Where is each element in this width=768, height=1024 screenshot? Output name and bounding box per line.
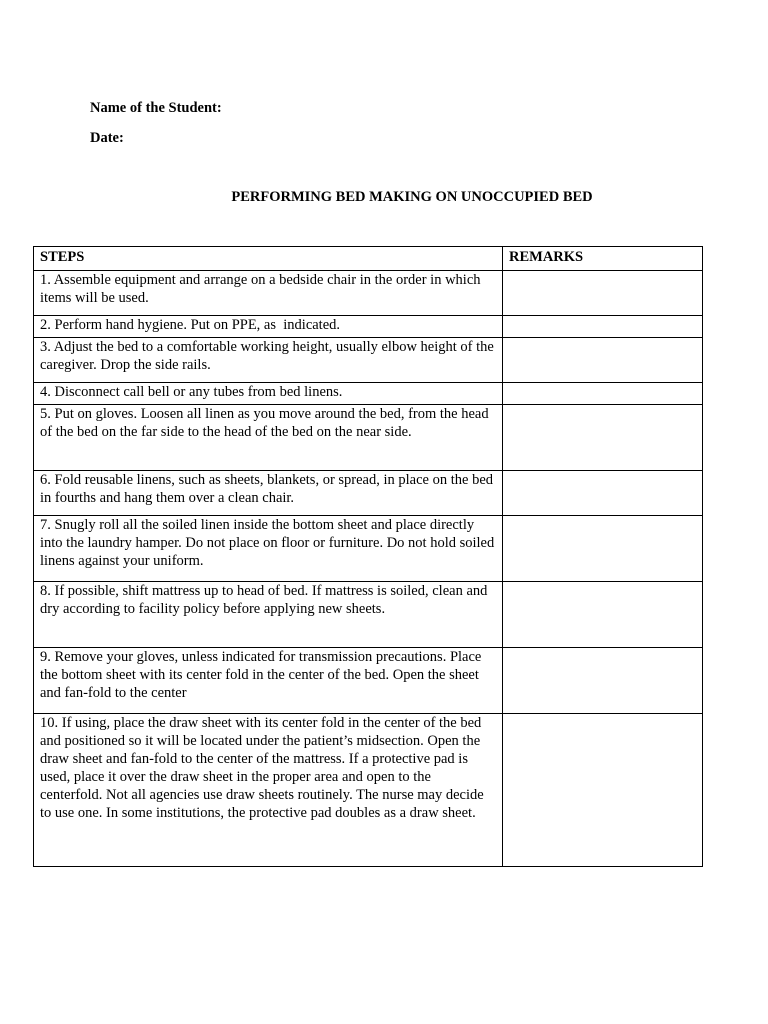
column-header-steps: STEPS <box>34 247 503 271</box>
step-cell: 10. If using, place the draw sheet with its center fold in the center of the bed and positioned so it will be located under the patient’s midsection. Open the draw sheet and fan-fold to the center of the mattress. If a protective pad is used, place it over the draw sheet in the proper area and open to the centerfold. Not all agencies use draw sheets routinely. The nurse may decide to use one. In some institutions, the protective pad doubles as a draw sheet. <box>34 714 503 867</box>
step-cell: 6. Fold reusable linens, such as sheets, blankets, or spread, in place on the bed in fourths and hang them over a clean chair. <box>34 471 503 516</box>
column-header-remarks: REMARKS <box>503 247 703 271</box>
table-row <box>34 338 703 383</box>
remarks-cell[interactable] <box>503 383 703 405</box>
remarks-cell[interactable] <box>503 471 703 516</box>
remarks-cell[interactable] <box>503 714 703 867</box>
table-row <box>34 648 703 714</box>
remarks-cell[interactable] <box>503 405 703 471</box>
table-row <box>34 582 703 648</box>
table-row <box>34 383 703 405</box>
steps-table <box>33 246 703 867</box>
table-row <box>34 516 703 582</box>
table-row <box>34 316 703 338</box>
step-cell: 7. Snugly roll all the soiled linen inside the bottom sheet and place directly into the laundry hamper. Do not place on floor or furniture. Do not hold soiled linens against your uniform. <box>34 516 503 582</box>
step-cell: 5. Put on gloves. Loosen all linen as you move around the bed, from the head of the bed on the far side to the head of the bed on the near side. <box>34 405 503 471</box>
step-cell: 4. Disconnect call bell or any tubes from bed linens. <box>34 383 503 405</box>
remarks-cell[interactable] <box>503 582 703 648</box>
table-row <box>34 405 703 471</box>
remarks-cell[interactable] <box>503 648 703 714</box>
remarks-cell[interactable] <box>503 316 703 338</box>
table-header-row <box>34 247 703 271</box>
remarks-cell[interactable] <box>503 271 703 316</box>
table-row <box>34 271 703 316</box>
date-label: Date: <box>90 130 124 146</box>
step-cell: 2. Perform hand hygiene. Put on PPE, as indicated. <box>34 316 503 338</box>
step-cell: 1. Assemble equipment and arrange on a bedside chair in the order in which items will be used. <box>34 271 503 316</box>
table-row <box>34 471 703 516</box>
table-row <box>34 714 703 867</box>
step-cell: 3. Adjust the bed to a comfortable working height, usually elbow height of the caregiver. Drop the side rails. <box>34 338 503 383</box>
step-cell: 9. Remove your gloves, unless indicated for transmission precautions. Place the bottom sheet with its center fold in the center of the bed. Open the sheet and fan-fold to the center <box>34 648 503 714</box>
step-cell: 8. If possible, shift mattress up to head of bed. If mattress is soiled, clean and dry according to facility policy before applying new sheets. <box>34 582 503 648</box>
document-title: PERFORMING BED MAKING ON UNOCCUPIED BED <box>231 189 593 205</box>
remarks-cell[interactable] <box>503 338 703 383</box>
remarks-cell[interactable] <box>503 516 703 582</box>
student-name-label: Name of the Student: <box>90 100 222 116</box>
